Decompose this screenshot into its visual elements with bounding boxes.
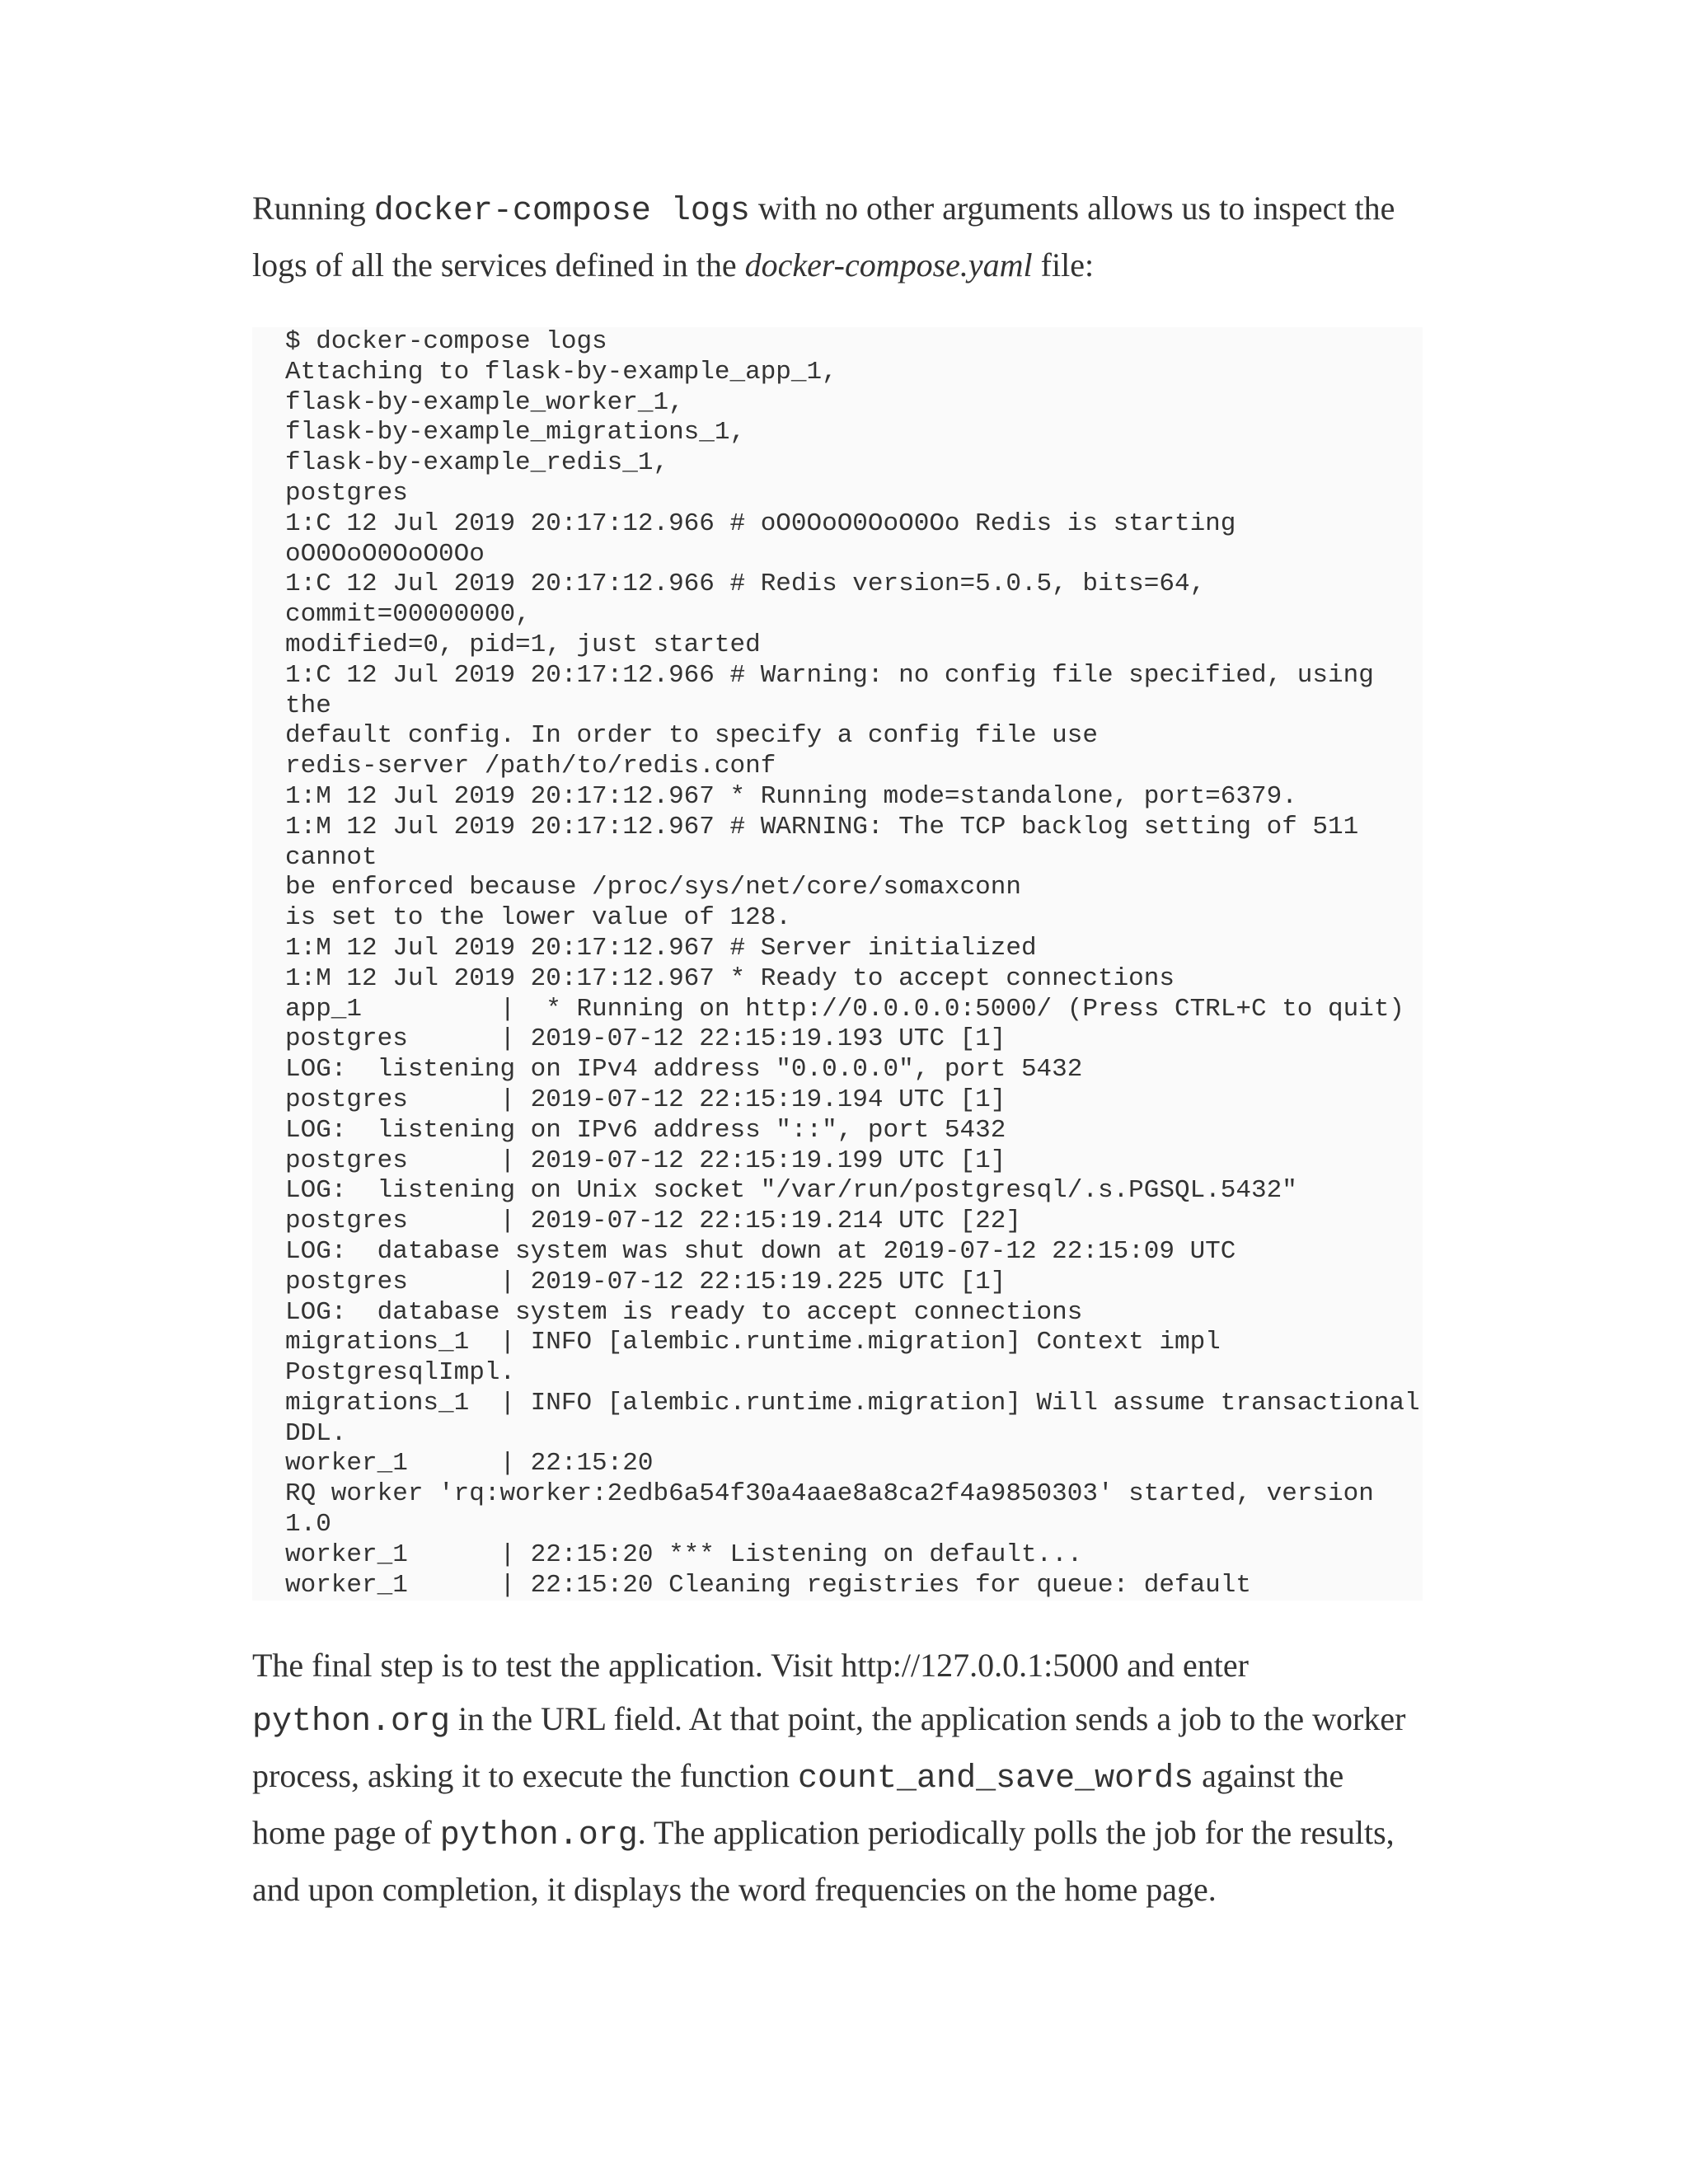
- code-line: postgres: [285, 478, 408, 508]
- code-block: [252, 327, 1423, 1601]
- code-line: the: [285, 691, 331, 720]
- code-listing: [285, 327, 1420, 1601]
- code-line: migrations_1 | INFO [alembic.runtime.migration] Context impl: [285, 1328, 1221, 1357]
- code-line: 1.0: [285, 1510, 331, 1540]
- code-line: LOG: listening on Unix socket "/var/run/postgresql/.s.PGSQL.5432": [285, 1176, 1297, 1206]
- code-line: 1:C 12 Jul 2019 20:17:12.966 # Warning: no config file specified, using: [285, 660, 1374, 690]
- code-line: modified=0, pid=1, just started: [285, 630, 761, 659]
- outro-text-4: . The application periodically polls the job for the results, and upon completion, it displays the word frequencies on the home page.: [252, 1814, 1395, 1909]
- code-line: 1:C 12 Jul 2019 20:17:12.966 # oO0OoO0OoO0Oo Redis is starting: [285, 509, 1236, 538]
- code-line: RQ worker 'rq:worker:2edb6a54f30a4aae8a8ca2f4a9850303' started, version: [285, 1479, 1374, 1509]
- code-line: app_1 | * Running on http://0.0.0.0:5000/ (Press CTRL+C to quit): [285, 994, 1405, 1024]
- intro-paragraph: [252, 181, 1423, 292]
- code-line: postgres | 2019-07-12 22:15:19.194 UTC [1]: [285, 1085, 1006, 1114]
- code-line: LOG: listening on IPv6 address "::", port 5432: [285, 1115, 1006, 1145]
- code-line: Attaching to flask-by-example_app_1,: [285, 357, 837, 387]
- code-line: migrations_1 | INFO [alembic.runtime.migration] Will assume transactional: [285, 1388, 1420, 1418]
- function-name-code: count_and_save_words: [798, 1760, 1194, 1798]
- code-line: cannot: [285, 842, 377, 872]
- outro-text-2: in the URL field. At that point, the application sends a job to the worker process, asking it to execute the function: [252, 1700, 1406, 1795]
- code-line: oO0OoO0OoO0Oo: [285, 539, 485, 569]
- python-org-code-2: python.org: [439, 1817, 638, 1855]
- code-line: flask-by-example_redis_1,: [285, 448, 669, 478]
- code-line: DDL.: [285, 1418, 347, 1448]
- code-line: is set to the lower value of 128.: [285, 903, 791, 933]
- docker-compose-logs-command: docker-compose logs: [373, 193, 750, 230]
- code-line: worker_1 | 22:15:20: [285, 1449, 654, 1479]
- code-line: LOG: database system is ready to accept connections: [285, 1297, 1083, 1327]
- code-line: commit=00000000,: [285, 600, 531, 630]
- code-line: postgres | 2019-07-12 22:15:19.199 UTC [1]: [285, 1146, 1006, 1175]
- python-org-code-1: python.org: [252, 1704, 451, 1741]
- code-line: 1:M 12 Jul 2019 20:17:12.967 * Running mode=standalone, port=6379.: [285, 781, 1297, 811]
- code-line: postgres | 2019-07-12 22:15:19.225 UTC [1]: [285, 1267, 1006, 1296]
- document-page: [252, 181, 1423, 1916]
- code-line: be enforced because /proc/sys/net/core/somaxconn: [285, 873, 1021, 902]
- outro-paragraph: [252, 1638, 1423, 1916]
- code-line: $ docker-compose logs: [285, 327, 607, 356]
- code-line: worker_1 | 22:15:20 Cleaning registries for queue: default: [285, 1570, 1251, 1600]
- code-line: flask-by-example_worker_1,: [285, 387, 684, 417]
- code-line: 1:M 12 Jul 2019 20:17:12.967 # Server initialized: [285, 933, 1037, 963]
- outro-text-3: against the home page of: [252, 1757, 1344, 1852]
- code-line: LOG: listening on IPv4 address "0.0.0.0", port 5432: [285, 1055, 1083, 1085]
- code-line: worker_1 | 22:15:20 *** Listening on default...: [285, 1540, 1083, 1569]
- intro-text-1: Running: [252, 190, 374, 227]
- code-line: LOG: database system was shut down at 2019-07-12 22:15:09 UTC: [285, 1236, 1236, 1266]
- intro-text-2: with no other arguments allows us to inspect the logs of all the services defined in the: [252, 190, 1395, 284]
- code-line: 1:M 12 Jul 2019 20:17:12.967 * Ready to accept connections: [285, 963, 1175, 993]
- intro-text-3: file:: [1032, 246, 1095, 284]
- code-line: redis-server /path/to/redis.conf: [285, 752, 776, 781]
- code-line: 1:C 12 Jul 2019 20:17:12.966 # Redis version=5.0.5, bits=64,: [285, 569, 1206, 599]
- code-line: 1:M 12 Jul 2019 20:17:12.967 # WARNING: The TCP backlog setting of 511: [285, 812, 1359, 841]
- code-line: default config. In order to specify a config file use: [285, 721, 1098, 751]
- code-line: PostgresqlImpl.: [285, 1358, 516, 1388]
- code-line: flask-by-example_migrations_1,: [285, 418, 746, 448]
- code-line: postgres | 2019-07-12 22:15:19.193 UTC [1]: [285, 1024, 1006, 1054]
- outro-text-1: The final step is to test the application. Visit http://127.0.0.1:5000 and enter: [252, 1647, 1249, 1685]
- code-line: postgres | 2019-07-12 22:15:19.214 UTC [22]: [285, 1207, 1021, 1236]
- compose-file-name: docker-compose.yaml: [744, 246, 1033, 284]
